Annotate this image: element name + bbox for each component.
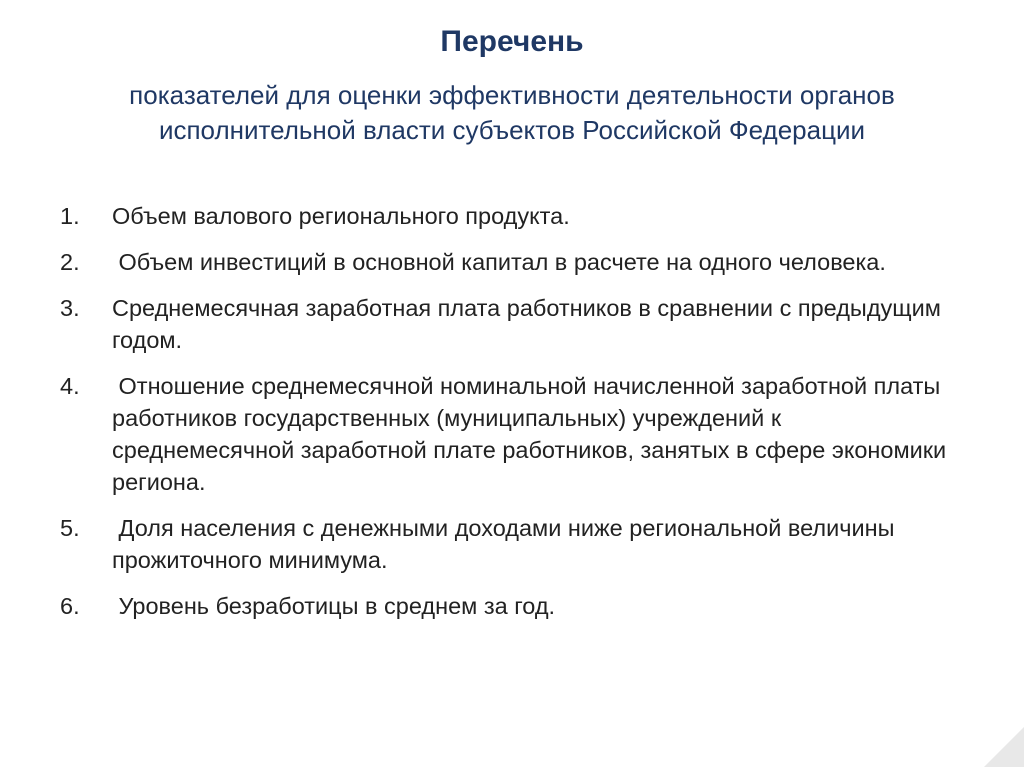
list-item-text: Уровень безработицы в среднем за год. [112, 593, 556, 619]
list-item-text: Объем валового регионального продукта. [112, 203, 570, 229]
list-item-number: 6. [60, 593, 80, 619]
list-item-number: 1. [60, 203, 80, 229]
list-item-text: Объем инвестиций в основной капитал в расчете на одного человека. [112, 249, 886, 275]
list-item-number: 2. [60, 249, 80, 275]
indicator-list [60, 200, 960, 636]
list-item-text: Среднемесячная заработная плата работников в сравнении с предыдущим годом. [112, 295, 948, 353]
list-item [60, 246, 960, 278]
list-item-number: 3. [60, 295, 80, 321]
list-item [60, 200, 960, 232]
slide-title: Перечень [440, 25, 584, 58]
list-item [60, 292, 960, 356]
list-item [60, 590, 960, 622]
list-item [60, 370, 960, 498]
list-item-text: Отношение среднемесячной номинальной начисленной заработной платы работников государственных (муниципальных) учреждений к среднемесячной заработной плате работников, занятых в сфере экономики региона. [112, 373, 953, 495]
slide-subtitle: показателей для оценки эффективности деятельности органов исполнительной власти субъектов Российской Федерации [129, 80, 895, 145]
list-item-text: Доля населения с денежными доходами ниже региональной величины прожиточного минимума. [112, 515, 902, 573]
list-item-number: 5. [60, 515, 80, 541]
page-corner-icon [984, 727, 1024, 767]
list-item [60, 512, 960, 576]
list-item-number: 4. [60, 373, 80, 399]
